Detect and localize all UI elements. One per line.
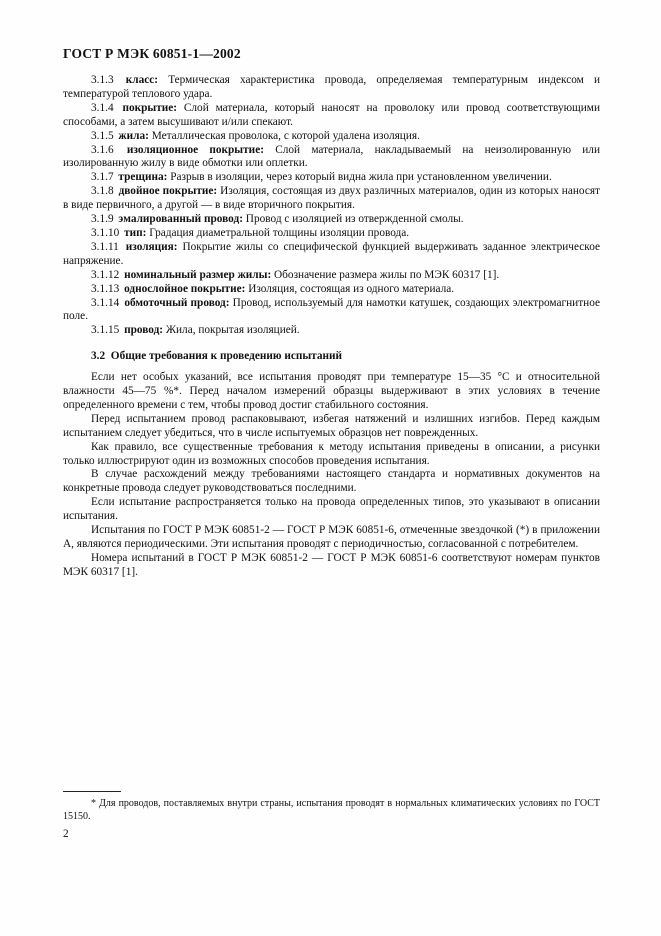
definition-item xyxy=(63,102,600,130)
definition-number: 3.1.5 xyxy=(91,129,114,142)
definition-item xyxy=(63,324,600,338)
definition-item xyxy=(63,74,600,102)
definition-number: 3.1.9 xyxy=(91,213,114,226)
definition-text: Слой материала, который наносят на проволоку или провод соответствующими способами, а затем высушивают и/или спекают. xyxy=(63,101,600,128)
definition-text: Разрыв в изоляции, через который видна жила при установленном увеличении. xyxy=(167,171,552,184)
section-title: Общие требования к проведению испытаний xyxy=(110,350,343,363)
body-paragraph: Как правило, все существенные требования к методу испытания приведены в описании, а рисунки только иллюстрируют один из возможных способов проведения испытания. xyxy=(63,440,600,467)
definition-number: 3.1.15 xyxy=(91,324,120,337)
definition-term: тип: xyxy=(124,226,147,239)
definition-term: изоляционное покрытие: xyxy=(126,143,264,156)
definition-item xyxy=(63,144,600,172)
definition-number: 3.1.8 xyxy=(91,185,114,198)
definition-item xyxy=(63,297,600,325)
definition-text: Металлическая проволока, с которой удалена изоляция. xyxy=(148,129,420,142)
document-header: ГОСТ Р МЭК 60851-1—2002 xyxy=(63,46,241,61)
definition-item xyxy=(63,227,600,241)
definition-term: эмалированный провод: xyxy=(118,213,243,226)
definition-number: 3.1.13 xyxy=(91,282,120,295)
definition-item xyxy=(63,241,600,269)
definition-term: номинальный размер жилы: xyxy=(124,268,272,281)
definition-item xyxy=(63,269,600,283)
section-heading xyxy=(63,350,600,364)
definition-number: 3.1.12 xyxy=(91,268,120,281)
body-paragraph: Если нет особых указаний, все испытания проводят при температуре 15—35 °С и относительной влажности 45—75 %*. Перед началом измерений образцы выдерживают в этих условиях в течение определенного времени с тем, чтобы провод достиг стабильного состояния. xyxy=(63,371,600,411)
definition-text: Провод, используемый для намотки катушек, создающих электромагнитное поле. xyxy=(63,296,600,323)
definition-term: покрытие: xyxy=(122,101,178,114)
definition-text: Провод с изоляцией из отвержденной смолы. xyxy=(242,213,464,226)
definition-text: Изоляция, состоящая из двух различных материалов, один из которых наносят в виде первичного, а другой — в виде вторичного покрытия. xyxy=(63,185,600,212)
footnote-separator xyxy=(63,791,121,792)
body-paragraph: Если испытание распространяется только на провода определенных типов, это указывают в описании испытания. xyxy=(63,496,600,523)
definition-term: жила: xyxy=(118,129,149,142)
footnote-text: * Для проводов, поставляемых внутри страны, испытания проводят в нормальных климатических условиях по ГОСТ 15150. xyxy=(63,798,600,822)
body-paragraph: Испытания по ГОСТ Р МЭК 60851-2 — ГОСТ Р МЭК 60851-6, отмеченные звездочкой (*) в приложении А, являются периодическими. Эти испытания проводят с периодичностью, согласованной с потребителем. xyxy=(63,524,600,550)
definition-number: 3.1.10 xyxy=(91,226,120,239)
definition-text: Покрытие жилы со специфической функцией выдерживать заданное электрическое напряжение. xyxy=(63,240,600,267)
body-paragraph: В случае расхождений между требованиями настоящего стандарта и нормативных документов на конкретные провода следует руководствоваться последними. xyxy=(63,468,600,495)
definitions-list xyxy=(63,74,600,338)
definition-term: однослойное покрытие: xyxy=(124,282,246,295)
definition-number: 3.1.3 xyxy=(91,74,114,86)
definition-term: класс: xyxy=(125,74,159,86)
definition-text: Изоляция, состоящая из одного материала. xyxy=(245,282,455,295)
definition-term: провод: xyxy=(124,324,164,337)
definition-item xyxy=(63,283,600,297)
footnote xyxy=(63,797,600,823)
definition-item xyxy=(63,213,600,227)
body-paragraph: Номера испытаний в ГОСТ Р МЭК 60851-2 — ГОСТ Р МЭК 60851-6 соответствуют номерам пунктов МЭК 60317 [1]. xyxy=(63,551,600,578)
definition-text: Градация диаметральной толщины изоляции провода. xyxy=(146,226,410,239)
definition-text: Термическая характеристика провода, определяемая температурным индексом и температурой теплового удара. xyxy=(63,74,600,100)
section-paragraphs xyxy=(63,371,600,580)
definition-text: Слой материала, накладываемый на неизолированную или изолированную жилу в виде обмотки или оплетки. xyxy=(63,143,600,170)
definition-number: 3.1.14 xyxy=(91,296,120,309)
definition-text: Обозначение размера жилы по МЭК 60317 [1]. xyxy=(271,268,500,281)
definition-item xyxy=(63,130,600,144)
definition-term: трещина: xyxy=(118,171,168,184)
definition-item xyxy=(63,185,600,213)
definition-item xyxy=(63,171,600,185)
definition-number: 3.1.7 xyxy=(91,171,114,184)
page-number: 2 xyxy=(63,828,69,840)
section-number: 3.2 xyxy=(91,350,106,363)
definition-term: двойное покрытие: xyxy=(118,185,218,198)
definition-number: 3.1.4 xyxy=(91,101,114,114)
definition-term: обмоточный провод: xyxy=(124,296,230,309)
body-paragraph: Перед испытанием провод распаковывают, избегая натяжений и излишних изгибов. Перед каждым испытанием следует убедиться, что в числе испытуемых образцов нет поврежденных. xyxy=(63,412,600,439)
document-body xyxy=(63,74,600,580)
definition-number: 3.1.6 xyxy=(91,143,114,156)
definition-number: 3.1.11 xyxy=(91,240,119,253)
definition-term: изоляция: xyxy=(125,240,178,253)
definition-text: Жила, покрытая изоляцией. xyxy=(163,324,300,337)
